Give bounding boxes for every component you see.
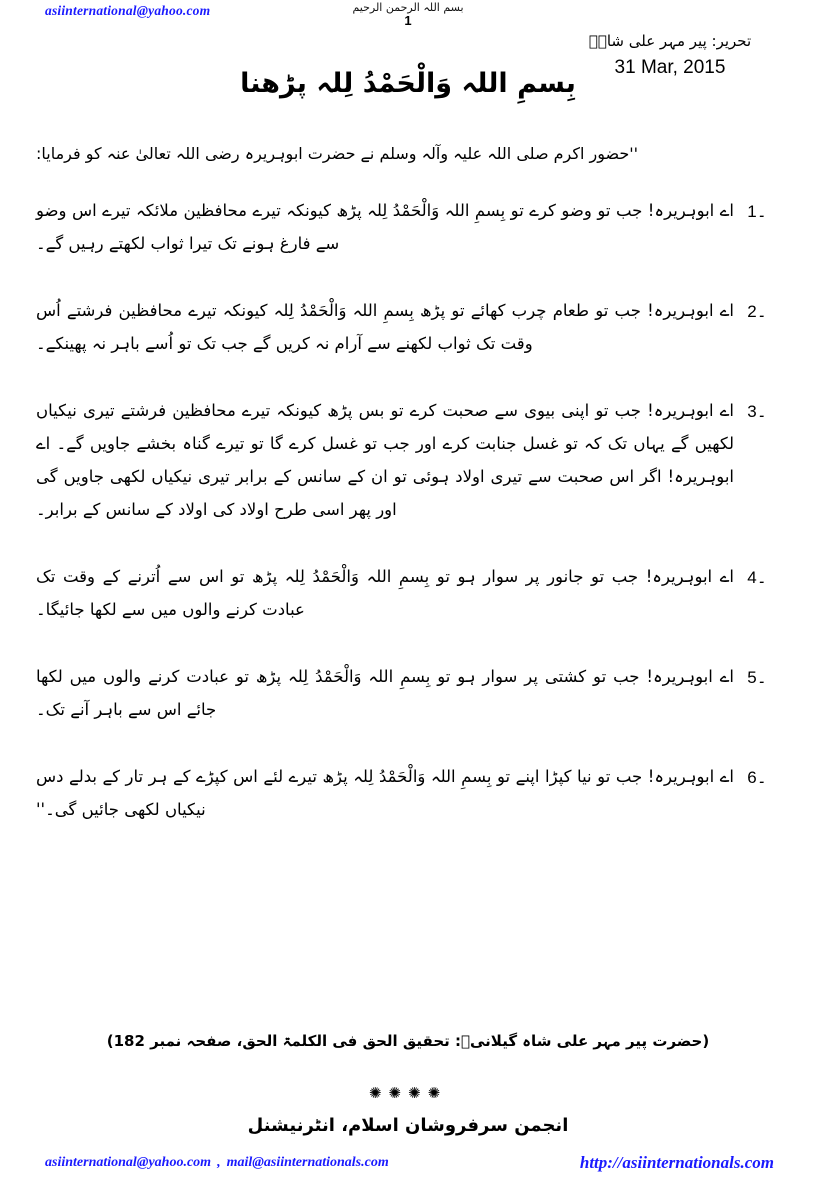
list-item [36,660,780,726]
list-item-number: 6۔ [747,768,767,787]
list-item [36,760,780,826]
publication-date: 31 Mar, 2015 [614,56,726,78]
list-item-number: 4۔ [747,568,767,587]
organisation-name: انجمن سرفروشان اسلام، انٹرنیشنل [247,1115,569,1136]
footer-email-secondary[interactable]: mail@asiinternationals.com [226,1155,389,1170]
footer-email-primary[interactable]: asiinternational@yahoo.com [45,1155,212,1170]
list-item-text: اے ابوہریرہ! جب تو اپنی بیوی سے صحبت کرے تو بس پڑھ کیونکہ تیرے محافظین فرشتے تیری نیکیاں لکھیں گے یہاں تک کہ تو غسل جنابت کرے اور جب تو غسل کرے گا تو تیرے گناہ بخشے جاویں گے۔ اے ابوہریرہ! اگر اس صحبت سے تیری اولاد ہوئی تو ان کے سانس کے برابر تیری نیکیاں لکھی جاویں گی اور پھر اسی طرح اولاد کی اولاد کے سانس کے برابر۔ [36,401,734,519]
footer-website-link[interactable]: http://asiinternationals.com [579,1153,774,1172]
list-item-number: 3۔ [747,402,767,421]
page-header [0,0,816,30]
page-number: 1 [404,13,412,28]
header-email-link[interactable]: asiinternational@yahoo.com [45,3,211,18]
list-item-number: 5۔ [747,668,767,687]
header-basmala: بسم اللہ الرحمن الرحیم [352,1,464,14]
list-item-number: 1۔ [747,202,767,221]
ornament-divider [0,1086,816,1101]
footer-email-separator: , [217,1155,221,1170]
list-item-text: اے ابوہریرہ! جب تو نیا کپڑا اپنے تو بِسمِ اللہ وَالْحَمْدُ لِلہ پڑھ تیرے لئے اس کپڑے کے ہر تار کے بدلے دس نیکیاں لکھی جائیں گی۔'' [36,767,734,819]
list-item [36,560,780,626]
star-icon: ✺ [427,1084,448,1102]
list-item [36,394,780,526]
source-citation: (حضرت پیر مہر علی شاہ گیلانیؒ: تحقیق الحق فی الکلمۃ الحق، صفحہ نمبر 182) [106,1032,710,1050]
star-icon: ✺ [368,1084,389,1102]
list-item-text: اے ابوہریرہ! جب تو جانور پر سوار ہو تو بِسمِ اللہ وَالْحَمْدُ لِلہ پڑھ تو اس سے اُترنے کے وقت تک عبادت کرنے والوں میں سے لکھا جائیگا۔ [36,567,734,619]
list-item-text: اے ابوہریرہ! جب تو وضو کرے تو بِسمِ اللہ وَالْحَمْدُ لِلہ پڑھ کیونکہ تیرے محافظین ملائکہ تیرے اس وضو سے فارغ ہونے تک تیرا ثواب لکھتے رہیں گے۔ [36,201,734,253]
page-title: بِسمِ اللہ وَالْحَمْدُ لِلہ پڑھنا [240,68,576,100]
document-body [36,124,780,860]
intro-paragraph: ''حضور اکرم صلی اللہ علیہ وآلہ وسلم نے حضرت ابوہریرہ رضی اللہ تعالیٰ عنہ کو فرمایا: [36,144,639,163]
list-item-text: اے ابوہریرہ! جب تو کشتی پر سوار ہو تو بِسمِ اللہ وَالْحَمْدُ لِلہ پڑھ تو عبادت کرنے والوں میں لکھا جائے اس سے باہر آنے تک۔ [36,667,734,719]
footer-email-group [45,1155,389,1171]
author-byline: تحریر: پیر مہر علی شاہؒ [588,32,752,50]
star-icon: ✺ [388,1084,408,1102]
list-item [36,194,780,260]
page-footer [0,1155,816,1185]
list-item-text: اے ابوہریرہ! جب تو طعام چرب کھائے تو پڑھ بِسمِ اللہ وَالْحَمْدُ لِلہ کیونکہ تیرے محافظین فرشتے اُس وقت تک ثواب لکھنے سے آرام نہ کریں گے جب تک تو اُسے باہر نہ پھینکے۔ [36,301,734,353]
list-item [36,294,780,360]
list-item-number: 2۔ [747,302,767,321]
star-icon: ✺ [408,1084,428,1102]
